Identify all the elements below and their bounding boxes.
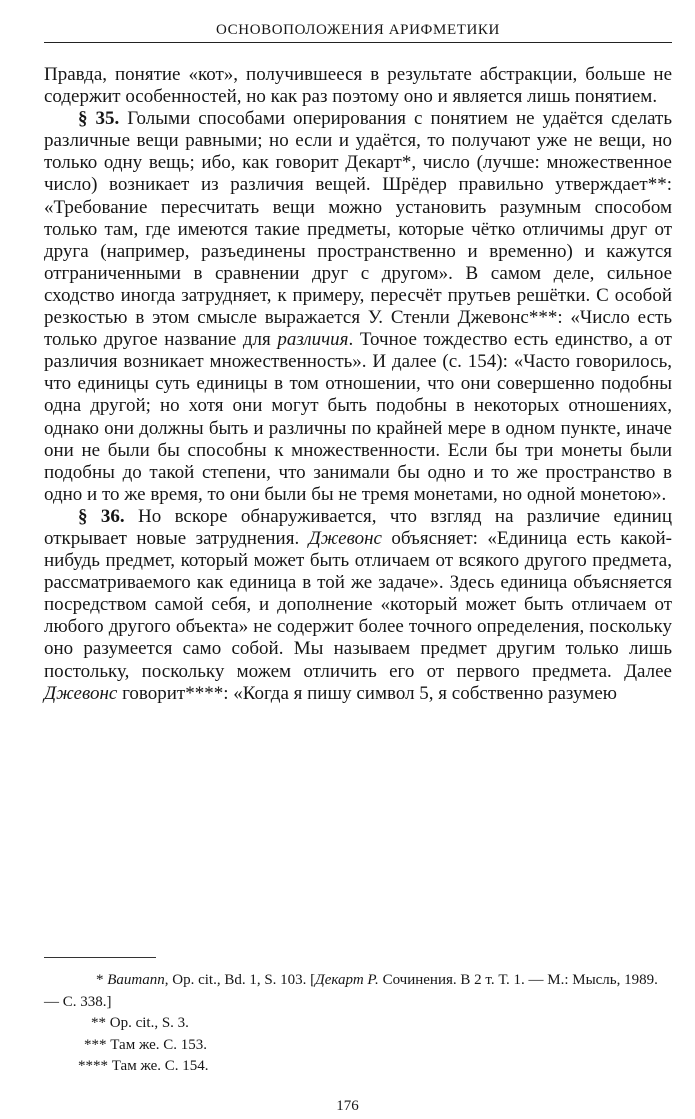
footnote-mark: * — [96, 972, 104, 988]
footnote-author: Baumann — [107, 972, 165, 988]
page-number: 176 — [336, 1098, 359, 1114]
running-header: ОСНОВОПОЛОЖЕНИЯ АРИФМЕТИКИ — [44, 22, 672, 43]
paragraph-text: Голыми способами оперирования с понятием не удаётся сделать различные вещи равными; но если и удаётся, то получают уже не вещи, но только одну вещь; ибо, как говорит Декарт*, число (лучше: множественное число) возникает из различия вещей. Шрёдер правильно утверждает**: «Требование пересчитать вещи можно установить разумным способом только там, где имеются такие предметы, которые чётко отличимы друг от друга (например, разъединены пространственно и временно) и кажутся отграниченными в сравнении друг с другом». В самом деле, сильное сходство иногда затрудняет, к примеру, пересчёт прутьев решётки. С особой резкостью в этом смысле выражается У. Стенли Джевонс***: «Число есть только другое название для — [44, 108, 672, 351]
section-number: § 35. — [78, 108, 120, 130]
footnotes — [44, 970, 672, 1078]
footnote-mark: **** — [78, 1058, 108, 1074]
paragraph-text: . Точное тождество есть единство, а от различия возникает множественность». И далее (с. 154): «Часто говорилось, что единицы суть единицы в том отношении, что они совершенно подобны одна другой; но хотя они могут быть подобны в некоторых отношениях, однако они должны быть и различны по крайней мере в одном пункте, иначе они не были бы способны к множественности. Если бы три монеты были подобны до такой степени, что занимали бы одно и то же пространство в одно и то же время, то они были бы не тремя монетами, но одной монетою». — [44, 329, 672, 505]
footnote-4 — [44, 1056, 672, 1078]
footnote-text: Op. cit., S. 3. — [109, 1015, 189, 1031]
emphasis-text: Джевонс — [308, 527, 382, 549]
footnote-text: Сочинения. В 2 т. Т. 1. — М.: Мысль, 1989. — С. 338.] — [44, 972, 658, 1010]
main-text — [44, 64, 672, 705]
paragraph-text: объясняет: «Единица есть какой-нибудь предмет, который может быть отличаем от всякого другого предмета, рассматриваемого как единица в той же задаче». Здесь единица объясняется посредством самой себя, и дополнение «который может быть отличаем от любого другого объекта» не содержит более точного определения, поскольку оно разумеется само собой. Мы называем предмет другим только лишь постольку, поскольку можем отличить его от первого предмета. Далее — [44, 527, 672, 682]
emphasis-text: различия — [277, 329, 349, 351]
paragraph-text: говорит****: «Когда я пишу символ 5, я собственно разумею — [117, 682, 617, 704]
section-number: § 36. — [78, 505, 125, 527]
footnote-3 — [44, 1035, 672, 1057]
footnote-author: Декарт Р. — [315, 972, 379, 988]
footnote-separator — [44, 957, 156, 958]
footnote-1 — [44, 970, 672, 1013]
footnote-text: Там же. С. 153. — [110, 1036, 208, 1053]
paragraph-text: Но вскоре обнаруживается, что взгляд на различие единиц открывает новые затруднения. — [44, 505, 673, 549]
emphasis-text: Джевонс — [44, 682, 118, 704]
footnote-2 — [44, 1013, 672, 1035]
footnote-mark: ** — [91, 1015, 106, 1031]
footnote-mark: *** — [84, 1036, 107, 1053]
footnote-text: Там же. С. 154. — [111, 1058, 209, 1074]
footnote-text: , Op. cit., Bd. 1, S. 103. [ — [164, 972, 316, 988]
paragraph-section-36 — [44, 506, 672, 705]
paragraph-section-35 — [44, 108, 672, 506]
paragraph-1: Правда, понятие «кот», получившееся в результате абстракции, больше не содержит особенностей, но как раз поэтому оно и является лишь понятием. — [44, 64, 672, 108]
